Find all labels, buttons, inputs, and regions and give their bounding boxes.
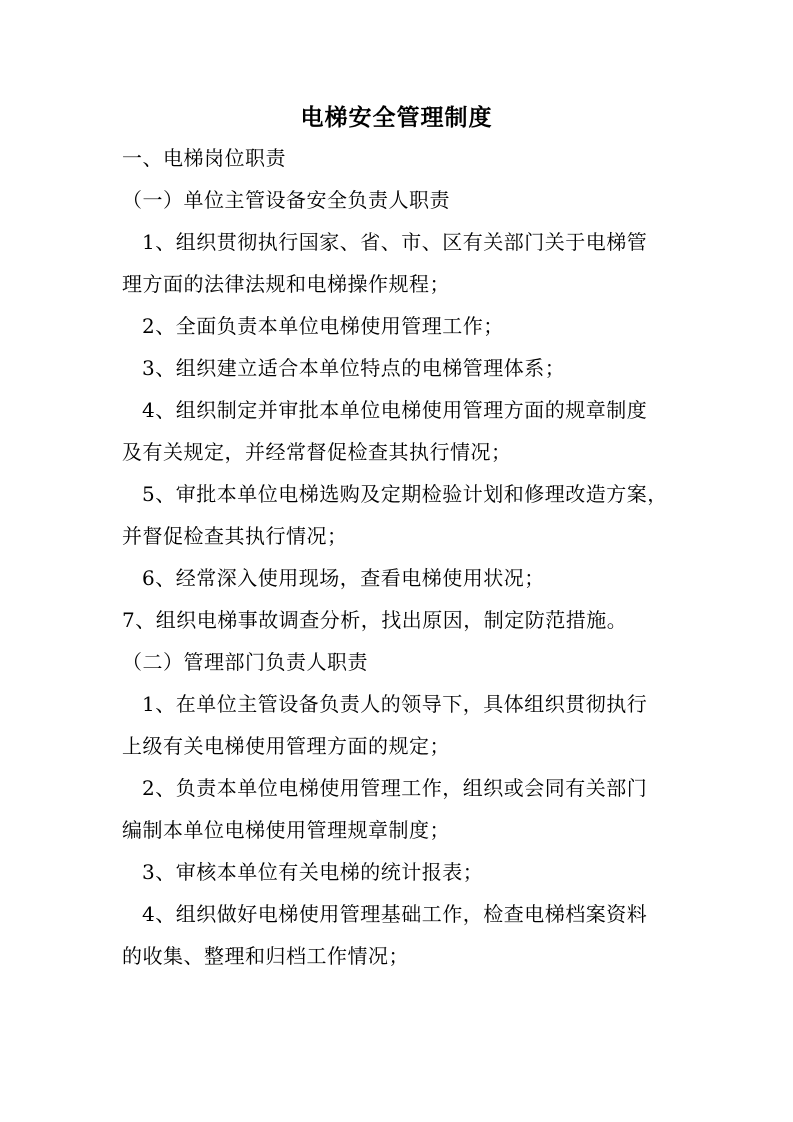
paragraph-line: 7、组织电梯事故调查分析，找出原因，制定防范措施。 [122, 608, 628, 632]
paragraph-line: 4、组织做好电梯使用管理基础工作，检查电梯档案资料 [142, 902, 648, 926]
paragraph-line: 3、组织建立适合本单位特点的电梯管理体系； [142, 356, 566, 380]
document-title: 电梯安全管理制度 [300, 104, 493, 131]
paragraph-line: 1、在单位主管设备负责人的领导下，具体组织贯彻执行 [142, 692, 648, 716]
paragraph-line: 1、组织贯彻执行国家、省、市、区有关部门关于电梯管 [142, 230, 648, 254]
paragraph-line: 5、审批本单位电梯选购及定期检验计划和修理改造方案， [142, 482, 668, 506]
paragraph-line: 及有关规定，并经常督促检查其执行情况； [122, 440, 512, 464]
paragraph-line: 上级有关电梯使用管理方面的规定； [122, 734, 450, 758]
paragraph-line: 理方面的法律法规和电梯操作规程； [122, 272, 450, 296]
paragraph-line: 的收集、整理和归档工作情况； [122, 944, 409, 968]
paragraph-line: 6、经常深入使用现场，查看电梯使用状况； [142, 566, 545, 590]
section-heading: 一、电梯岗位职责 [122, 146, 286, 170]
subsection-heading: （二）管理部门负责人职责 [122, 650, 368, 674]
paragraph-line: 3、审核本单位有关电梯的统计报表； [142, 860, 484, 884]
paragraph-line: 2、负责本单位电梯使用管理工作，组织或会同有关部门 [142, 776, 648, 800]
subsection-heading: （一）单位主管设备安全负责人职责 [122, 188, 450, 212]
paragraph-line: 2、全面负责本单位电梯使用管理工作； [142, 314, 504, 338]
paragraph-line: 并督促检查其执行情况； [122, 524, 348, 548]
paragraph-line: 编制本单位电梯使用管理规章制度； [122, 818, 450, 842]
paragraph-line: 4、组织制定并审批本单位电梯使用管理方面的规章制度 [142, 398, 648, 422]
